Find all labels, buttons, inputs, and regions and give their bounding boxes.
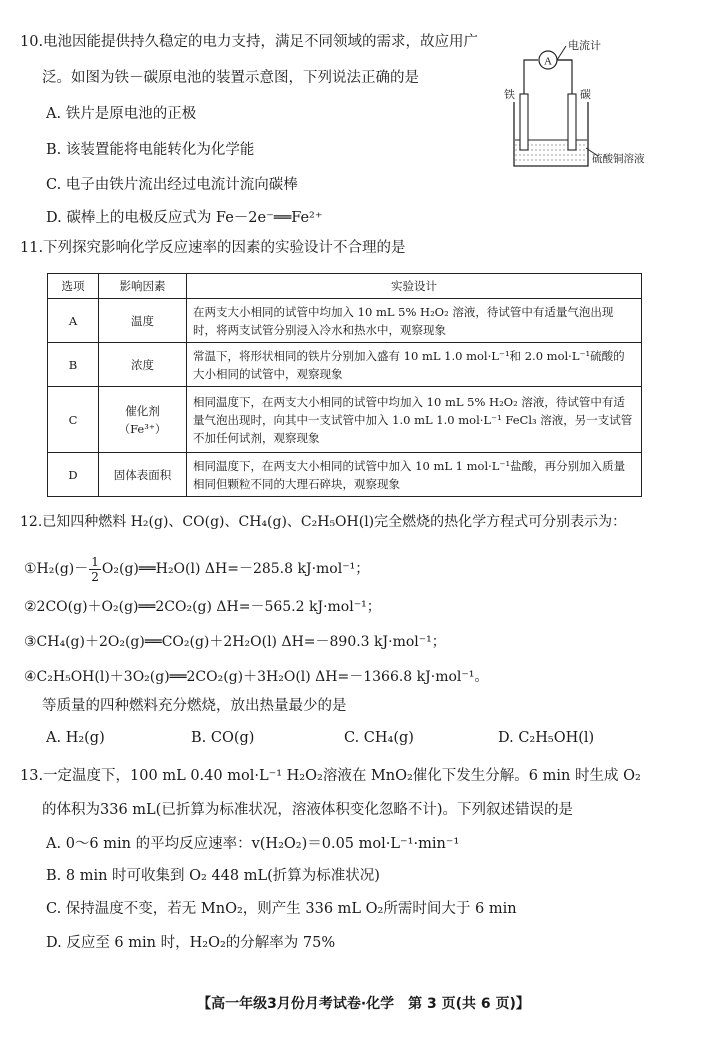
q10-option-b: B. 该装置能将电能转化为化学能 [46, 142, 255, 158]
fraction-half [89, 555, 101, 584]
q10-option-a: A. 铁片是原电池的正极 [46, 106, 197, 122]
row-design: 在两支大小相同的试管中均加入 10 mL 5% H₂O₂ 溶液，待试管中有适量气泡出现时，将两支试管分别浸入冷水和热水中，观察现象 [187, 299, 642, 343]
q12-equation-1 [24, 552, 369, 586]
iron-label: 铁 [504, 88, 515, 101]
row-option: A [48, 299, 99, 343]
table-row [48, 343, 642, 387]
row-design: 相同温度下，在两支大小相同的试管中均加入 10 mL 5% H₂O₂ 溶液，待试管中有适量气泡出现时，向其中一支试管中加入 1.0 mL 1.0 mol·L⁻¹ FeCl₃ 溶液，另一支试管不加任何试剂，观察现象 [187, 387, 642, 453]
row-factor: 催化剂（Fe³⁺） [99, 387, 187, 453]
header-option: 选项 [48, 274, 99, 299]
q12-option-c: C. CH₄(g) [344, 730, 414, 746]
eq1-left: ①H₂(g)－ [24, 561, 89, 577]
carbon-label: 碳 [580, 88, 591, 101]
row-option: D [48, 453, 99, 497]
ammeter-label: 电流计 [568, 39, 601, 52]
q10-stem-line1: 10.电池因能提供持久稳定的电力支持，满足不同领域的需求，故应用广 [20, 34, 479, 50]
table-row [48, 387, 642, 453]
header-design: 实验设计 [187, 274, 642, 299]
header-factor: 影响因素 [99, 274, 187, 299]
q13-option-a: A. 0～6 min 的平均反应速率：v(H₂O₂)＝0.05 mol·L⁻¹·min⁻¹ [46, 836, 460, 852]
q12-option-a: A. H₂(g) [46, 730, 105, 746]
row-option: B [48, 343, 99, 387]
fraction-numerator: 1 [91, 554, 99, 569]
fraction-denominator: 2 [91, 569, 99, 584]
carbon-electrode [568, 94, 576, 150]
page-footer: 【高一年级3月份月考试卷·化学 第 3 页(共 6 页)】 [197, 996, 530, 1012]
eq1-right: O₂(g)══H₂O(l) ΔH=－285.8 kJ·mol⁻¹； [101, 561, 370, 577]
row-factor: 温度 [99, 299, 187, 343]
q12-option-b: B. CO(g) [191, 730, 255, 746]
q10-stem-line2: 泛。如图为铁－碳原电池的装置示意图，下列说法正确的是 [42, 70, 419, 86]
q13-stem-line1: 13.一定温度下，100 mL 0.40 mol·L⁻¹ H₂O₂溶液在 MnO₂催化下发生分解。6 min 时生成 O₂ [20, 768, 641, 784]
q12-equation-3: ③CH₄(g)＋2O₂(g)══CO₂(g)＋2H₂O(l) ΔH=－890.3 kJ·mol⁻¹； [24, 634, 446, 650]
iron-electrode [520, 94, 528, 150]
row-design: 常温下，将形状相同的铁片分别加入盛有 10 mL 1.0 mol·L⁻¹和 2.0 mol·L⁻¹硫酸的大小相同的试管中，观察现象 [187, 343, 642, 387]
row-factor: 固体表面积 [99, 453, 187, 497]
row-design: 相同温度下，在两支大小相同的试管中加入 10 mL 1 mol·L⁻¹盐酸，再分别加入质量相同但颗粒不同的大理石碎块，观察现象 [187, 453, 642, 497]
q12-option-d: D. C₂H₅OH(l) [498, 730, 595, 746]
q12-stem: 12.已知四种燃料 H₂(g)、CO(g)、CH₄(g)、C₂H₅OH(l)完全燃烧的热化学方程式可分别表示为： [20, 514, 627, 530]
galvanic-cell-diagram [500, 36, 660, 174]
q13-stem-line2: 的体积为336 mL(已折算为标准状况，溶液体积变化忽略不计)。下列叙述错误的是 [42, 802, 573, 818]
table-header-row [48, 274, 642, 299]
solution-label: 硫酸铜溶液 [592, 153, 645, 165]
q13-option-d: D. 反应至 6 min 时，H₂O₂的分解率为 75% [46, 935, 336, 951]
ammeter-symbol: A [544, 55, 552, 68]
q11-stem: 11.下列探究影响化学反应速率的因素的实验设计不合理的是 [20, 240, 406, 256]
q12-question: 等质量的四种燃料充分燃烧，放出热量最少的是 [42, 698, 347, 714]
row-factor: 浓度 [99, 343, 187, 387]
q10-option-d: D. 碳棒上的电极反应式为 Fe－2e⁻══Fe²⁺ [46, 210, 323, 226]
row-option: C [48, 387, 99, 453]
q13-option-b: B. 8 min 时可收集到 O₂ 448 mL(折算为标准状况) [46, 868, 380, 884]
experiment-table [47, 273, 642, 497]
table-row [48, 299, 642, 343]
q10-option-c: C. 电子由铁片流出经过电流计流向碳棒 [46, 177, 298, 193]
q13-option-c: C. 保持温度不变，若无 MnO₂，则产生 336 mL O₂所需时间大于 6 min [46, 901, 517, 917]
table-row [48, 453, 642, 497]
q12-equation-4: ④C₂H₅OH(l)＋3O₂(g)══2CO₂(g)＋3H₂O(l) ΔH=－1366.8 kJ·mol⁻¹。 [24, 669, 489, 685]
q12-equation-2: ②2CO(g)＋O₂(g)══2CO₂(g) ΔH=－565.2 kJ·mol⁻¹； [24, 599, 381, 615]
